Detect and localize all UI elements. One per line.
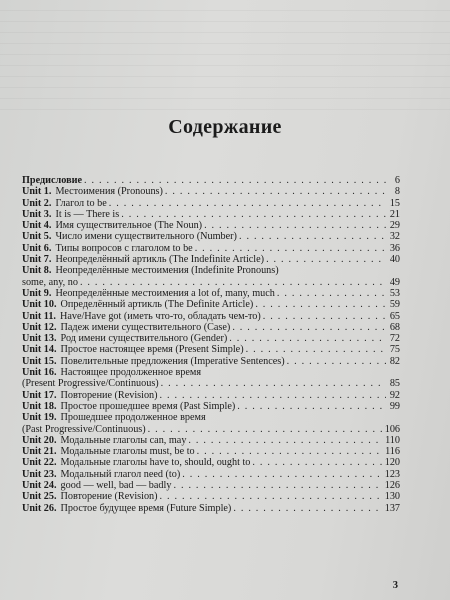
toc-entry-title: Модальные глаголы must, be to	[60, 446, 195, 458]
toc-page-number: 6	[394, 175, 400, 186]
toc-entry-title: Прошедшее продолженное время	[60, 412, 206, 424]
toc-entry-title: Повторение (Revision)	[60, 491, 158, 503]
dot-leader	[237, 401, 386, 412]
toc-entry	[22, 356, 400, 367]
toc-entry-title: Модальные глаголы can, may	[60, 434, 187, 446]
toc-page-number: 32	[389, 231, 400, 243]
toc-entry	[22, 424, 400, 435]
toc-unit-label: Unit 4.	[22, 220, 52, 232]
toc-page-number: 68	[389, 321, 400, 333]
toc-page-number: 120	[384, 457, 400, 469]
toc-page-number: 123	[384, 468, 400, 480]
toc-unit-label: Unit 3.	[22, 208, 52, 220]
toc-unit-label: Unit 24.	[22, 480, 57, 492]
toc-entry-title: (Present Progressive/Continuous)	[22, 378, 159, 390]
toc-entry-title: Падеж имени существительного (Case)	[60, 321, 231, 333]
toc-unit-label: Unit 26.	[22, 502, 57, 514]
toc-unit-label: Unit 25.	[22, 491, 57, 503]
dot-leader	[252, 457, 382, 468]
toc-entry	[22, 469, 400, 480]
toc-page-number: 92	[389, 389, 400, 401]
toc-entry-title: Простое прошедшее время (Past Simple)	[60, 400, 236, 412]
dot-leader	[109, 198, 386, 209]
dot-leader	[233, 503, 382, 514]
toc-page-number: 21	[389, 208, 400, 220]
dot-leader	[121, 209, 386, 220]
toc-entry-title: Определённый артикль (The Definite Article)	[60, 299, 254, 311]
toc-unit-label: Unit 13.	[22, 333, 57, 345]
toc-unit-label: Unit 17.	[22, 389, 57, 401]
dot-leader	[287, 356, 386, 367]
toc-page-number: 126	[384, 480, 400, 492]
toc-entry	[22, 435, 400, 446]
toc-page-number: 85	[389, 378, 400, 390]
toc-page-number: 53	[389, 287, 400, 299]
dot-leader	[148, 424, 383, 435]
toc-unit-label: Unit 2.	[22, 197, 52, 209]
dot-leader	[173, 480, 382, 491]
toc-entry	[22, 412, 400, 423]
toc-entry	[22, 401, 400, 412]
toc-unit-label: Unit 7.	[22, 254, 52, 266]
toc-unit-label: Unit 22.	[22, 457, 57, 469]
toc-entry-title: Повторение (Revision)	[60, 389, 158, 401]
toc-unit-label: Unit 11.	[22, 310, 56, 322]
toc-entry	[22, 378, 400, 389]
toc-entry	[22, 198, 400, 209]
dot-leader	[84, 175, 386, 186]
toc-page-number: 72	[389, 333, 400, 345]
toc-entry-title: Неопределённый артикль (The Indefinite Article)	[55, 254, 265, 266]
toc-page-number: 75	[389, 344, 400, 356]
toc-entry	[22, 243, 400, 254]
toc-entry	[22, 209, 400, 220]
toc-unit-label: Unit 10.	[22, 299, 57, 311]
dot-leader	[197, 446, 383, 457]
toc-entry-title: Число имени существительного (Number)	[55, 231, 237, 243]
toc-entry-title: Имя существительное (The Noun)	[55, 220, 203, 232]
toc-entry	[22, 503, 400, 514]
toc-entry-title: Местоимения (Pronouns)	[55, 186, 163, 198]
toc-entry	[22, 265, 400, 276]
dot-leader	[232, 322, 386, 333]
toc-entry	[22, 254, 400, 265]
toc-entry-title: Простое настоящее время (Present Simple)	[60, 344, 244, 356]
toc-page-number: 82	[389, 355, 400, 367]
toc-unit-label: Unit 8.	[22, 265, 52, 277]
toc-entry-title: Have/Have got (иметь что-то, обладать чем-то)	[59, 310, 261, 322]
toc-entry	[22, 480, 400, 491]
toc-unit-label: Unit 16.	[22, 367, 57, 379]
toc-entry	[22, 457, 400, 468]
toc-entry	[22, 277, 400, 288]
toc-unit-label: Unit 18.	[22, 400, 57, 412]
bleed-through-text	[0, 0, 450, 110]
toc-unit-label: Unit 1.	[22, 186, 52, 198]
toc-entry-title: Типы вопросов с глаголом to be	[55, 242, 193, 254]
toc-unit-label: Unit 14.	[22, 344, 57, 356]
dot-leader	[255, 299, 386, 310]
toc-page-number: 137	[384, 502, 400, 514]
toc-entry	[22, 446, 400, 457]
toc-page-number: 110	[385, 434, 400, 446]
dot-leader	[266, 254, 386, 265]
toc-entry-title: Модальные глаголы have to, should, ought to	[60, 457, 251, 469]
toc-unit-label: Unit 5.	[22, 231, 52, 243]
dot-leader	[80, 277, 386, 288]
toc-entry-title: Модальный глагол need (to)	[60, 468, 181, 480]
dot-leader	[239, 231, 386, 242]
toc-page-number: 59	[389, 299, 400, 311]
page-title: Содержание	[168, 116, 282, 138]
dot-leader	[263, 311, 386, 322]
toc-entry	[22, 220, 400, 231]
dot-leader	[160, 390, 386, 401]
toc-page-number: 106	[384, 423, 400, 435]
dot-leader	[161, 378, 386, 389]
toc-page-number: 49	[389, 276, 400, 288]
toc-entry-title: good — well, bad — badly	[60, 480, 172, 492]
toc-entry	[22, 231, 400, 242]
toc-entry	[22, 288, 400, 299]
toc-entry	[22, 311, 400, 322]
dot-leader	[204, 220, 386, 231]
toc-page-number: 116	[385, 446, 400, 458]
toc-entry	[22, 344, 400, 355]
toc-unit-label: Unit 20.	[22, 434, 57, 446]
dot-leader	[165, 186, 386, 197]
page-number: 3	[392, 580, 398, 591]
toc-entry-title: (Past Progressive/Continuous)	[22, 423, 146, 435]
toc-entry-title: Предисловие	[22, 175, 82, 186]
dot-leader	[182, 469, 382, 480]
dot-leader	[246, 344, 386, 355]
toc-entry	[22, 299, 400, 310]
toc-entry	[22, 333, 400, 344]
toc-entry	[22, 491, 400, 502]
dot-leader	[160, 491, 383, 502]
toc-page-number: 29	[389, 220, 400, 232]
toc-page-number: 65	[389, 310, 400, 322]
toc-entry	[22, 175, 400, 186]
toc-entry-title: Настоящее продолженное время	[60, 367, 202, 379]
toc-page-number: 130	[384, 491, 400, 503]
toc-entry-title: Неопределённые местоимения (Indefinite Pronouns)	[55, 265, 279, 277]
table-of-contents	[22, 175, 400, 514]
toc-unit-label: Unit 15.	[22, 355, 57, 367]
toc-entry-title: Глагол to be	[55, 197, 107, 209]
toc-entry	[22, 390, 400, 401]
toc-page-number: 8	[394, 186, 400, 198]
toc-entry-title: some, any, no	[22, 276, 78, 288]
toc-page-number: 15	[389, 197, 400, 209]
dot-leader	[229, 333, 386, 344]
toc-unit-label: Unit 9.	[22, 287, 52, 299]
toc-unit-label: Unit 23.	[22, 468, 57, 480]
toc-entry-title: Простое будущее время (Future Simple)	[60, 502, 232, 514]
dot-leader	[277, 288, 386, 299]
toc-entry-title: Повелительные предложения (Imperative Sentences)	[60, 355, 285, 367]
toc-entry-title: Род имени существительного (Gender)	[60, 333, 228, 345]
toc-entry-title: Неопределённые местоимения a lot of, many, much	[55, 287, 275, 299]
dot-leader	[188, 435, 383, 446]
toc-unit-label: Unit 21.	[22, 446, 57, 458]
toc-page-number: 99	[389, 400, 400, 412]
toc-unit-label: Unit 12.	[22, 321, 57, 333]
toc-unit-label: Unit 19.	[22, 412, 57, 424]
toc-entry	[22, 322, 400, 333]
toc-page-number: 40	[389, 254, 400, 266]
toc-entry	[22, 186, 400, 197]
dot-leader	[195, 243, 386, 254]
toc-page-number: 36	[389, 242, 400, 254]
toc-unit-label: Unit 6.	[22, 242, 52, 254]
toc-entry	[22, 367, 400, 378]
toc-entry-title: It is — There is	[55, 208, 120, 220]
